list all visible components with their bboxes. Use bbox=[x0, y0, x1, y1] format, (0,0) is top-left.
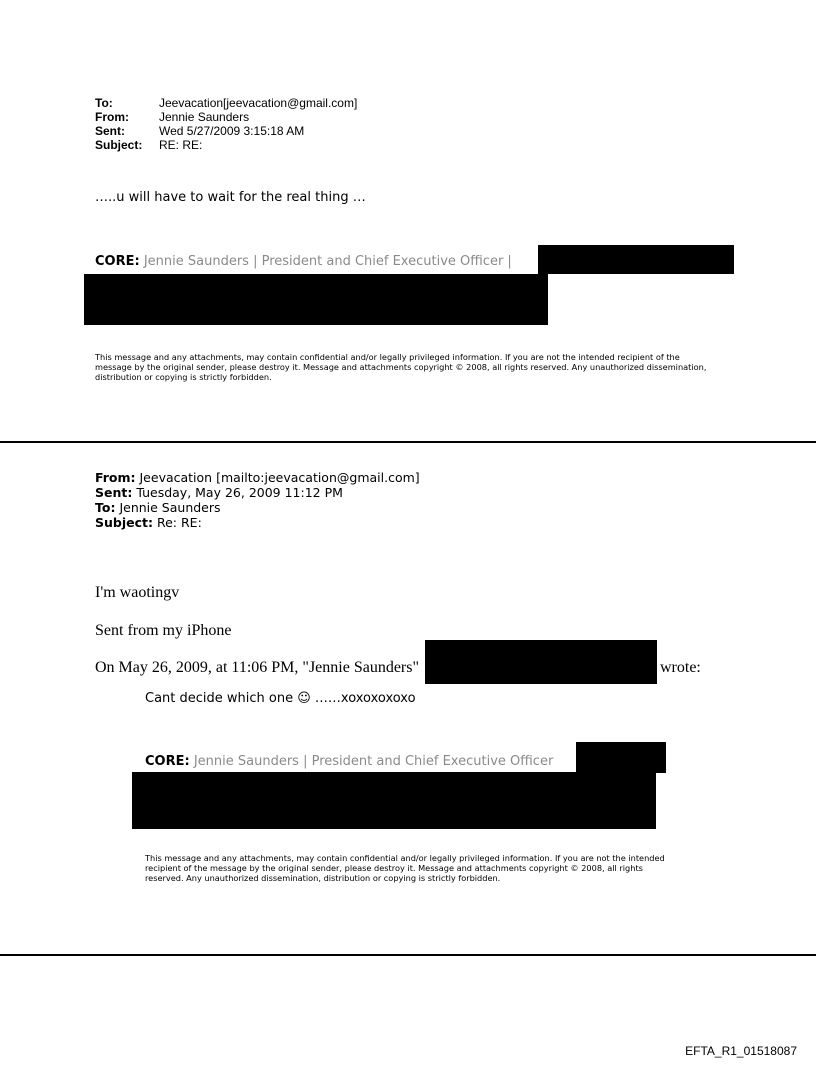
document-id: EFTA_R1_01518087 bbox=[685, 1044, 797, 1058]
redaction-block bbox=[132, 772, 656, 829]
redaction-block bbox=[576, 742, 666, 773]
email1-subject-label: Subject: bbox=[95, 138, 143, 152]
email1-from-value: Jennie Saunders bbox=[159, 110, 250, 124]
email1-sent-row bbox=[95, 125, 304, 138]
email2-subject-value: Re: RE: bbox=[156, 515, 202, 530]
email1-signature-label: CORE: bbox=[95, 254, 140, 269]
email2-from-value: Jeevacation [mailto:jeevacation@gmail.com] bbox=[139, 470, 420, 485]
email1-from-label: From: bbox=[95, 110, 129, 124]
email2-signature-label: CORE: bbox=[145, 754, 190, 769]
email2-disclaimer: This message and any attachments, may contain confidential and/or legally privileged information. If you are not the intended recipient of the message by the original sender, please destroy it. Message and attachments copyright © 2008, all rights reserved. Any unauthorized dissemination, distribution or copying is strictly forbidden. bbox=[145, 853, 665, 883]
redaction-block bbox=[425, 640, 657, 684]
email2-from-label: From: bbox=[95, 470, 136, 485]
email2-line2: Sent from my iPhone bbox=[95, 622, 232, 639]
email2-signature bbox=[145, 754, 553, 769]
email2-from-row bbox=[95, 471, 420, 485]
email2-signature-text: Jennie Saunders | President and Chief Executive Officer bbox=[193, 754, 554, 769]
email1-to-value: Jeevacation[jeevacation@gmail.com] bbox=[159, 96, 358, 110]
email1-from-row bbox=[95, 111, 249, 124]
email1-sent-label: Sent: bbox=[95, 124, 125, 138]
email2-quote-end: wrote: bbox=[660, 659, 701, 676]
email1-subject-value: RE: RE: bbox=[159, 138, 203, 152]
email2-quoted-body: Cant decide which one ☺ ……xoxoxoxoxo bbox=[145, 691, 416, 706]
email2-sent-row bbox=[95, 486, 343, 500]
email1-signature-text: Jennie Saunders | President and Chief Executive Officer | bbox=[143, 254, 512, 269]
redaction-block bbox=[538, 245, 734, 274]
separator-line bbox=[0, 441, 816, 443]
email2-sent-label: Sent: bbox=[95, 485, 133, 500]
email1-to-row bbox=[95, 97, 357, 110]
email1-body: …..u will have to wait for the real thing … bbox=[95, 190, 366, 205]
email2-to-row bbox=[95, 501, 221, 515]
email1-disclaimer: This message and any attachments, may contain confidential and/or legally privileged information. If you are not the intended recipient of the message by the original sender, please destroy it. Message and attachments copyright © 2008, all rights reserved. Any unauthorized dissemination, distribution or copying is strictly forbidden. bbox=[95, 352, 707, 382]
separator-line bbox=[0, 954, 816, 956]
email2-line1: I'm waotingv bbox=[95, 584, 180, 601]
email2-subject-row bbox=[95, 516, 202, 530]
email2-quote-intro: On May 26, 2009, at 11:06 PM, "Jennie Saunders" bbox=[95, 659, 419, 676]
email2-subject-label: Subject: bbox=[95, 515, 153, 530]
email1-signature bbox=[95, 254, 512, 269]
email2-to-label: To: bbox=[95, 500, 116, 515]
email2-sent-value: Tuesday, May 26, 2009 11:12 PM bbox=[136, 485, 343, 500]
email1-subject-row bbox=[95, 139, 202, 152]
email1-to-label: To: bbox=[95, 96, 113, 110]
email2-to-value: Jennie Saunders bbox=[119, 500, 221, 515]
email1-sent-value: Wed 5/27/2009 3:15:18 AM bbox=[159, 124, 305, 138]
redaction-block bbox=[84, 274, 548, 325]
